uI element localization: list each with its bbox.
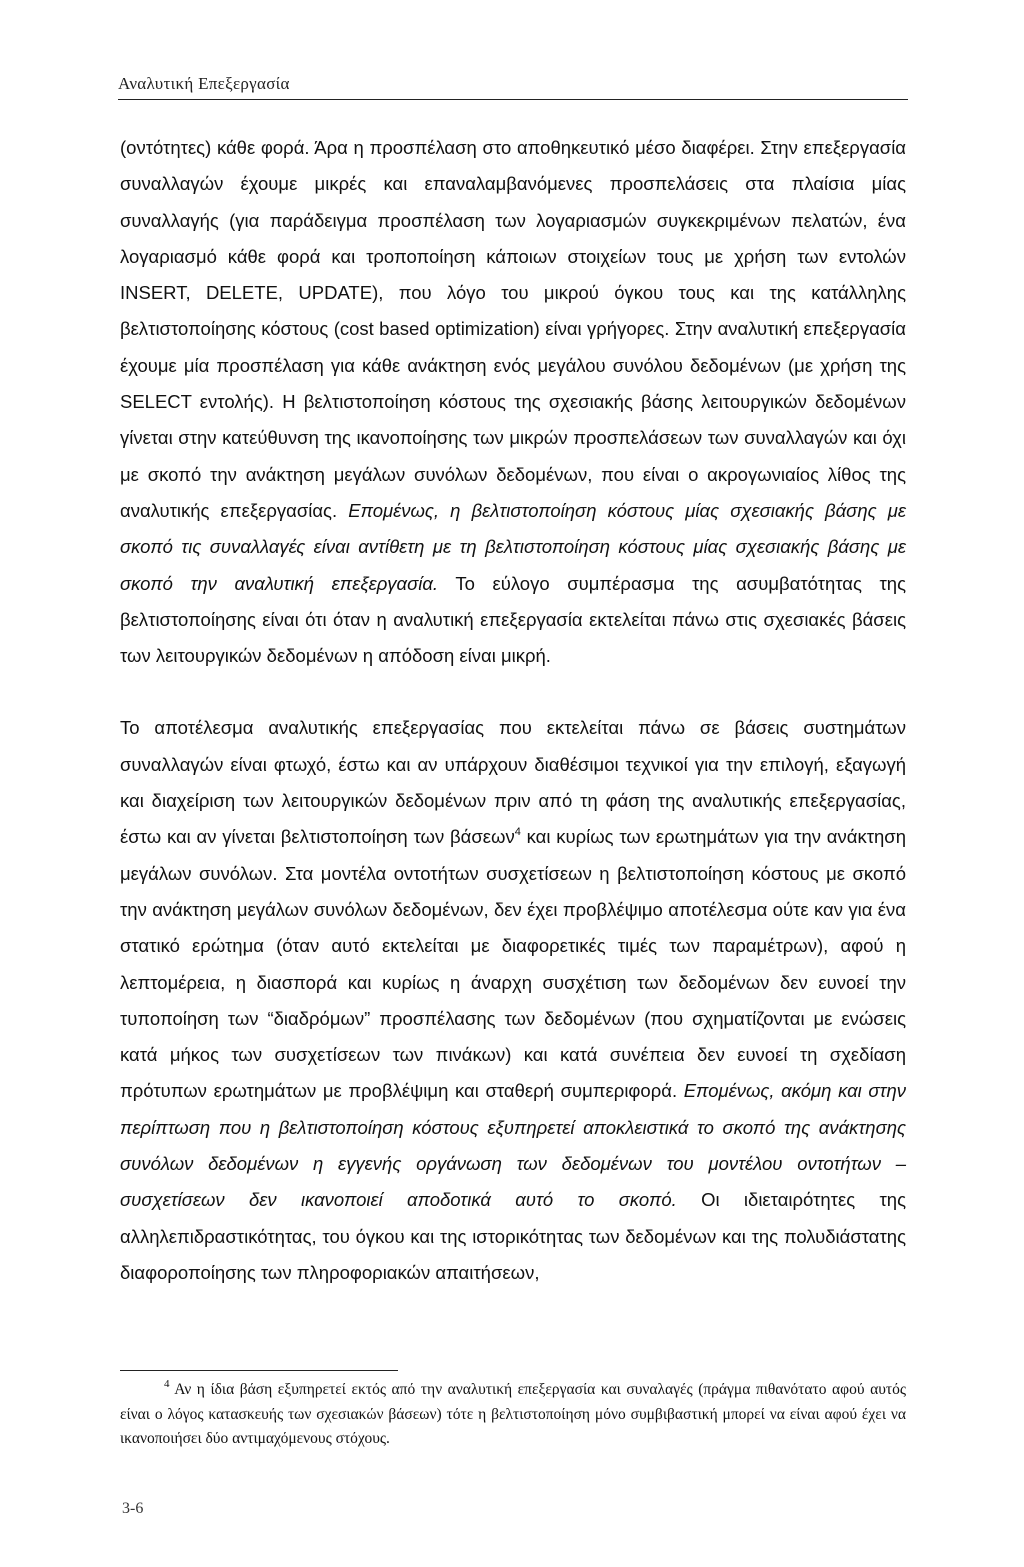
paragraph-1-conclusion: Το εύλογο συμπέρασμα της ασυμβατότητας της βελτιστοποίησης είναι ότι όταν η αναλυτική επεξεργασία εκτελείται πάνω στις σχεσιακές βάσεις των λειτουργικών δεδομένων η απόδοση είναι μικρή. — [120, 572, 907, 667]
paragraph-2-text: Το αποτέλεσμα αναλυτικής επεξεργασίας που εκτελείται πάνω σε βάσεις συστημάτων συναλλαγών είναι φτωχό, έστω και αν υπάρχουν διαθέσιμοι τεχνικοί για την επιλογή, εξαγωγή και διαχείριση των λειτουργικών δεδομένων πριν από τη φάση της αναλυτικής επεξεργασίας, έστω και αν γίνεται βελτιστοποίηση των βάσεων — [120, 717, 906, 848]
footnote-rule — [120, 1370, 398, 1371]
paragraph-2-text-continued: και κυρίως των ερωτημάτων για την ανάκτηση μεγάλων συνόλων. Στα μοντέλα οντοτήτων συσχετίσεων η βελτιστοποίηση κόστους με σκοπό την ανάκτηση μεγάλων συνόλων δεδομένων, δεν έχει προβλέψιμο αποτέλεσμα ούτε καν για ένα στατικό ερώτημα (όταν αυτό εκτελείται με διαφορετικές τιμές των παραμέτρων), αφού η λεπτομέρεια, η διασπορά και κυρίως η άναρχη συσχέτιση των δεδομένων δεν ευνοεί την τυποποίηση των “διαδρόμων” προσπέλασης των δεδομένων (που σχηματίζονται με ενώσεις κατά μήκος των συσχετίσεων των πινάκων) και κατά συνέπεια δεν ευνοεί τη σχεδίαση πρότυπων ερωτημάτων με προβλέψιμη και σταθερή συμπεριφορά. — [120, 826, 906, 1102]
footnote — [120, 1378, 906, 1452]
header-rule — [118, 99, 908, 100]
footnote-reference: 4 — [514, 826, 521, 839]
paragraph-2-closing: Οι ιδιεταιρότητες της αλληλεπιδραστικότητας, του όγκου και της ιστορικότητας των δεδομένων και της πολυδιάστατης διαφοροποίησης των πληροφοριακών απαιτήσεων, — [120, 1189, 906, 1283]
paragraph-2 — [120, 710, 906, 1291]
paragraph-1 — [120, 130, 906, 674]
page-number: 3-6 — [122, 1500, 144, 1517]
paragraph-1-emphasis: Επομένως, η βελτιστοποίηση κόστους μίας σχεσιακής βάσης με σκοπό τις συναλλαγές είναι αντίθετη με τη βελτιστοποίηση κόστους μίας σχεσιακής βάσης με σκοπό την αναλυτική επεξεργασία. — [120, 499, 906, 594]
paragraph-2-emphasis: Επομένως, ακόμη και στην περίπτωση που η βελτιστοποίηση κόστους εξυπηρετεί αποκλειστικά το σκοπό της ανάκτησης συνόλων δεδομένων η εγγενής οργάνωση των δεδομένων του μοντέλου οντοτήτων – συσχετίσεων δεν ικανοποιεί αποδοτικά αυτό το σκοπό. — [120, 1080, 906, 1211]
running-header: Αναλυτική Επεξεργασία — [118, 74, 290, 93]
footnote-marker: 4 — [164, 1377, 170, 1390]
footnote-text — [120, 1378, 906, 1452]
body-text — [120, 130, 906, 1291]
footnote-body: Αν η ίδια βάση εξυπηρετεί εκτός από την αναλυτική επεξεργασία και συναλαγές (πράγμα πιθανότατο αφού αυτός είναι ο λόγος κατασκευής των σχεσιακών βάσεων) τότε η βελτιστοποίηση μόνο συμβιβαστική μπορεί να είναι αφού έχει να ικανοποιήσει δύο αντιμαχόμενους στόχους. — [120, 1381, 906, 1447]
paragraph-1-text: (οντότητες) κάθε φορά. Άρα η προσπέλαση στο αποθηκευτικό μέσο διαφέρει. Στην επεξεργασία συναλλαγών έχουμε μικρές και επαναλαμβανόμενες προσπελάσεις στα πλαίσια μίας συναλλαγής (για παράδειγμα προσπέλαση των λογαριασμών συγκεκριμένων πελατών, ένα λογαριασμό κάθε φορά και τροποποίηση κάποιων στοιχείων τους με χρήση των εντολών INSERT, DELETE, UPDATE), που λόγο του μικρού όγκου τους και της κατάλληλης βελτιστοποίησης κόστους (cost based optimization) είναι γρήγορες. Στην αναλυτική επεξεργασία έχουμε μία προσπέλαση για κάθε ανάκτηση ενός μεγάλου συνόλου δεδομένων (με χρήση της SELECT εντολής). Η βελτιστοποίηση κόστους της σχεσιακής βάσης λειτουργικών δεδομένων γίνεται στην κατεύθυνση της ικανοποίησης των μικρών προσπελάσεων των συναλλαγών και όχι με σκοπό την ανάκτηση μεγάλων συνόλων δεδομένων, που είναι ο ακρογωνιαίος λίθος της αναλυτικής επεξεργασίας. — [120, 137, 906, 521]
